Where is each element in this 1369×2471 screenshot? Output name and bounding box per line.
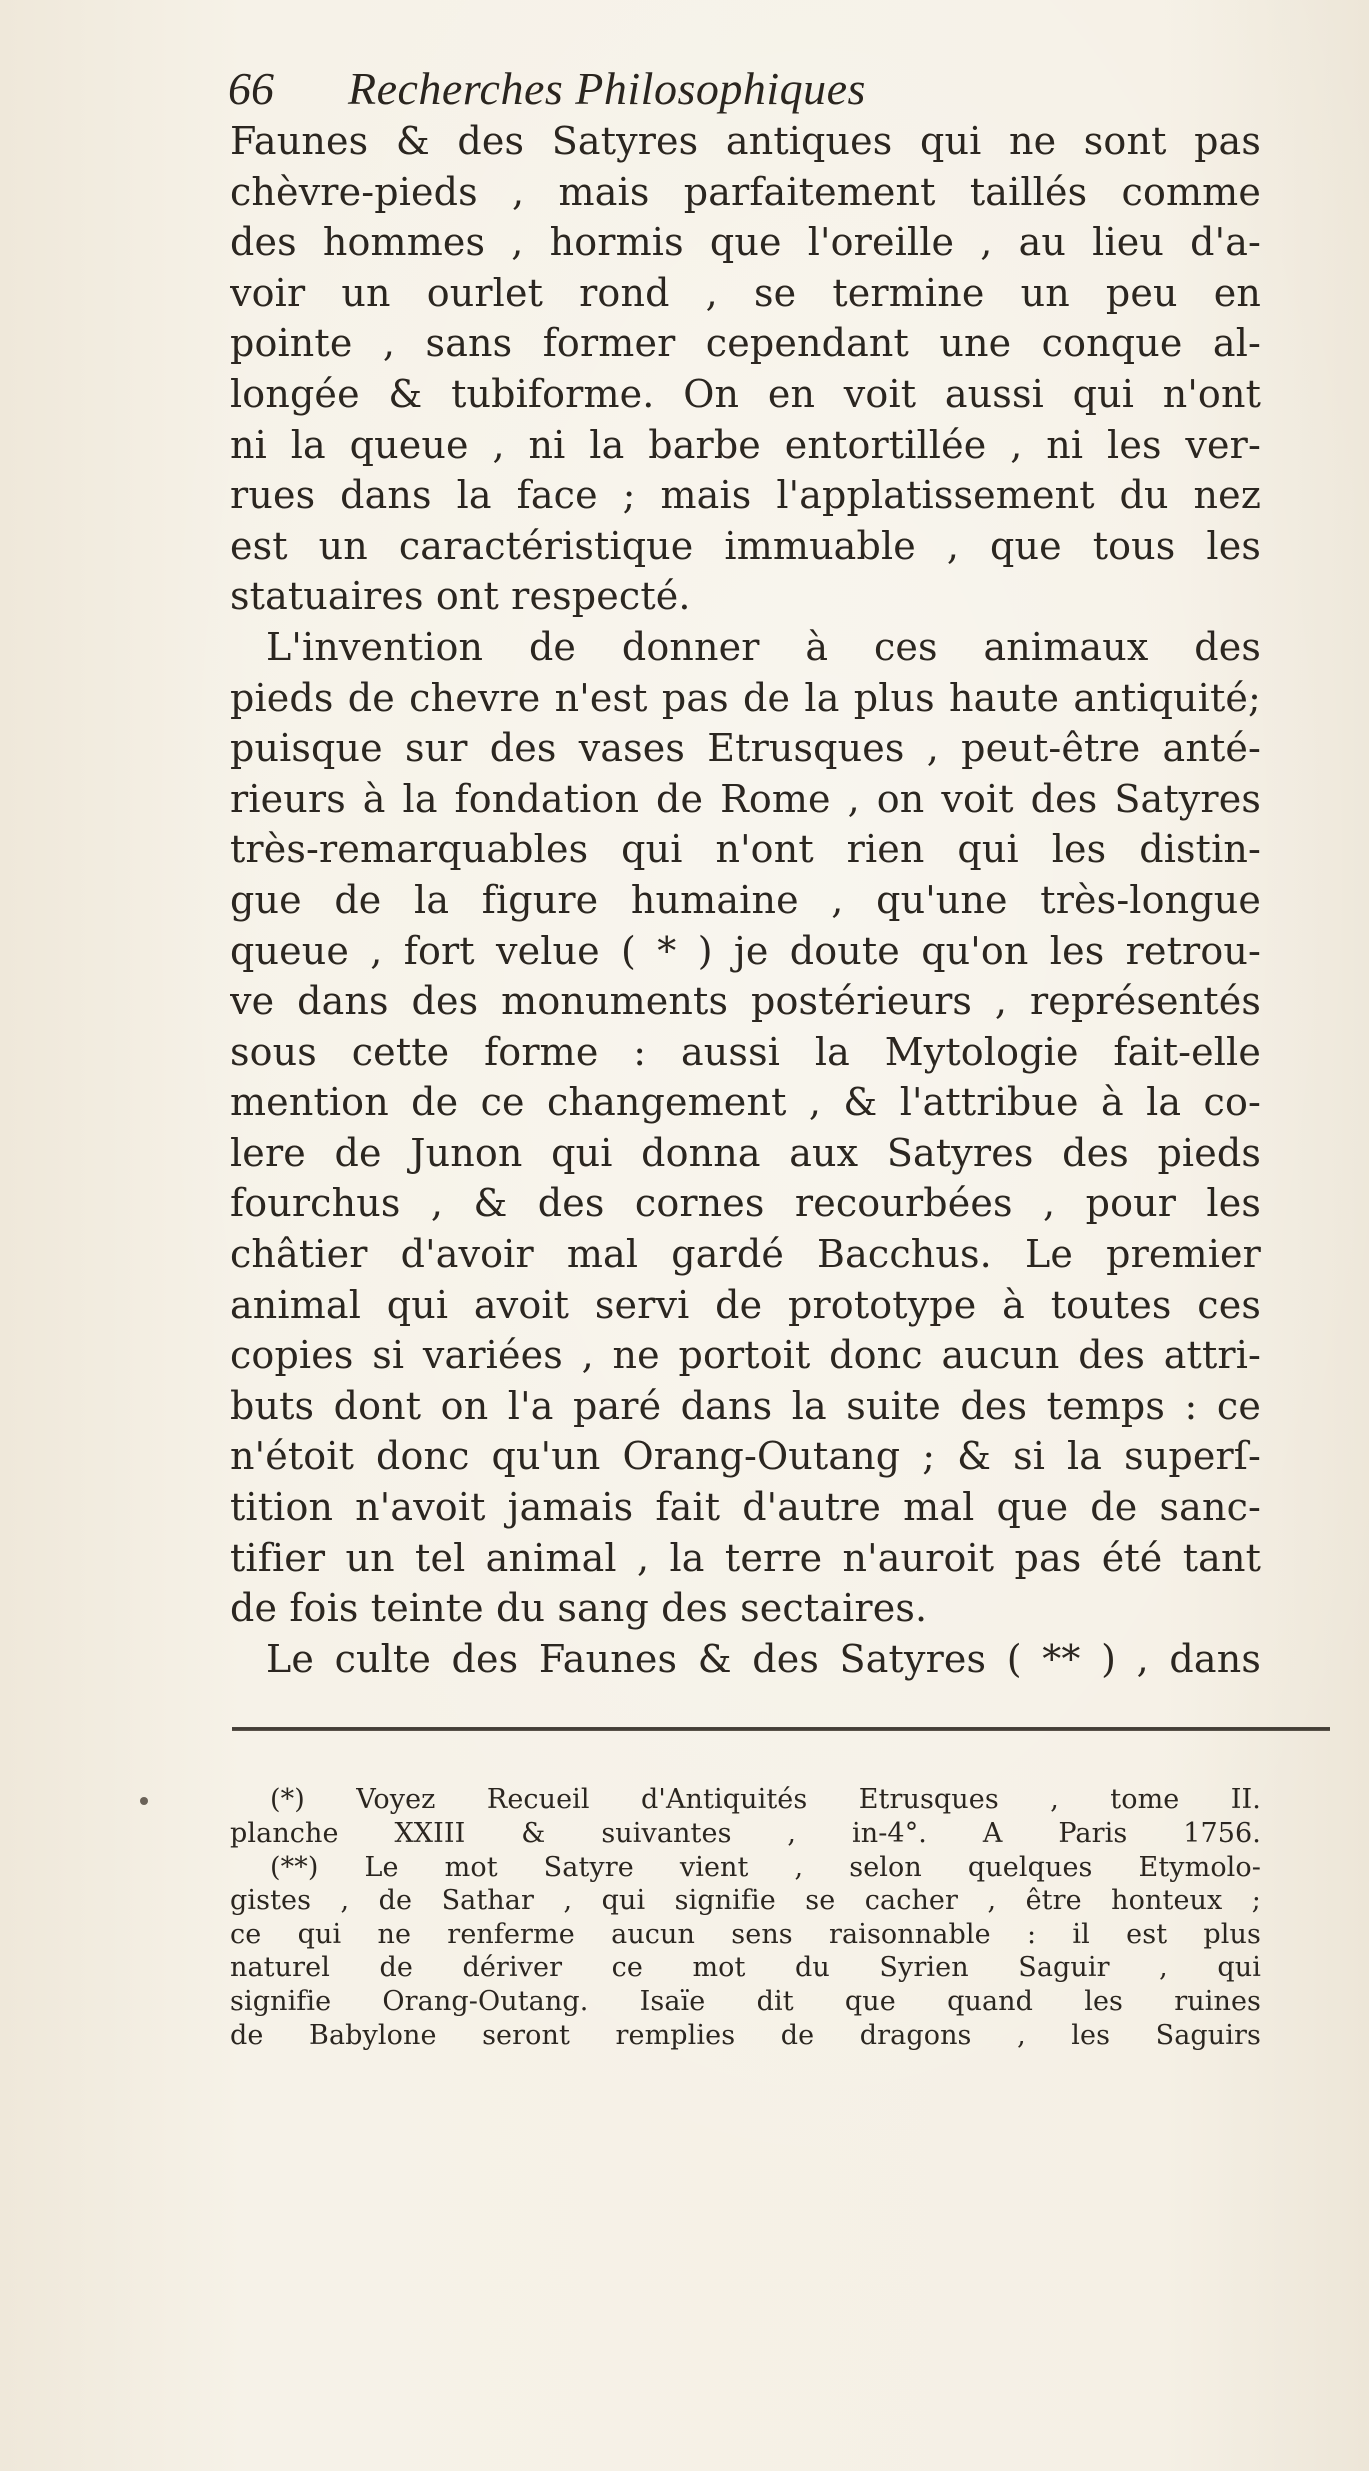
text-line: queue , fort velue ( * ) je doute qu'on les retrou- [230,928,1261,973]
text-line: de fois teinte du sang des sectaires. [230,1586,928,1631]
footnote-line: signifie Orang-Outang. Isaïe dit que quand les ruines [230,1985,1261,2017]
text-line: tition n'avoit jamais fait d'autre mal que de sanc- [230,1485,1261,1530]
text-line: chèvre-pieds , mais parfaitement taillés comme [230,169,1261,214]
text-line: gue de la figure humaine , qu'une très-longue [230,877,1261,922]
text-line: puisque sur des vases Etrusques , peut-être anté- [230,726,1261,771]
text-line: pieds de chevre n'est pas de la plus haute antiquité; [230,675,1261,720]
footnotes [230,1783,1261,2052]
footnote-line: de Babylone seront remplies de dragons , les Saguirs [230,2019,1261,2051]
text-line: buts dont on l'a paré dans la suite des temps : ce [230,1383,1261,1428]
text-line: très-remarquables qui n'ont rien qui les distin- [230,827,1261,872]
page-number: 66 [228,63,274,114]
text-line: châtier d'avoir mal gardé Bacchus. Le premier [230,1232,1261,1277]
text-line: Faunes & des Satyres antiques qui ne sont pas [230,119,1261,163]
text-line: ve dans des monuments postérieurs , représentés [230,979,1261,1024]
footnote-line: planche XXIII & suivantes , in-4°. A Paris 1756. [230,1818,1261,1849]
paragraph-start-line: L'invention de donner à ces animaux des [266,624,1261,669]
text-line: fourchus , & des cornes recourbées , pour les [230,1181,1261,1226]
running-head [228,62,1261,116]
text-line: animal qui avoit servi de prototype à toutes ces [230,1282,1261,1327]
text-line: rieurs à la fondation de Rome , on voit des Satyres [230,776,1261,821]
running-title: Recherches Philosophiques [348,63,866,114]
text-line: tifier un tel animal , la terre n'auroit pas été tant [230,1535,1261,1580]
text-line: sous cette forme : aussi la Mytologie fait-elle [230,1029,1261,1074]
footnote-line: naturel de dériver ce mot du Syrien Saguir , qui [230,1952,1261,1984]
text-line: copies si variées , ne portoit donc aucun des attri- [230,1333,1261,1378]
main-text [230,116,1261,1684]
footnote-rule [232,1727,1330,1731]
text-line: mention de ce changement , & l'attribue à la co- [230,1080,1261,1125]
footnote-line: (**) Le mot Satyre vient , selon quelques Etymolo- [270,1851,1261,1883]
margin-mark [140,1797,148,1805]
footnote-line: gistes , de Sathar , qui signifie se cacher , être honteux ; [230,1885,1261,1917]
paragraph-start-line: Le culte des Faunes & des Satyres ( ** ) , dans [266,1636,1261,1681]
text-line: des hommes , hormis que l'oreille , au lieu d'a- [230,220,1261,265]
text-line: pointe , sans former cependant une conque al- [230,321,1261,366]
text-line: est un caractéristique immuable , que tous les [230,523,1261,568]
footnote-line: (*) Voyez Recueil d'Antiquités Etrusques , tome II. [270,1784,1261,1816]
text-line: rues dans la face ; mais l'applatissement du nez [230,473,1261,518]
text-line: lere de Junon qui donna aux Satyres des pieds [230,1130,1261,1175]
footnote-line: ce qui ne renferme aucun sens raisonnable : il est plus [230,1918,1261,1950]
text-line: longée & tubiforme. On en voit aussi qui n'ont [230,371,1261,416]
text-line: n'étoit donc qu'un Orang-Outang ; & si la superſ- [230,1434,1261,1479]
text-line: ni la queue , ni la barbe entortillée , ni les ver- [230,422,1261,467]
text-line: voir un ourlet rond , se termine un peu en [230,270,1261,315]
text-line: statuaires ont respecté. [230,574,691,619]
